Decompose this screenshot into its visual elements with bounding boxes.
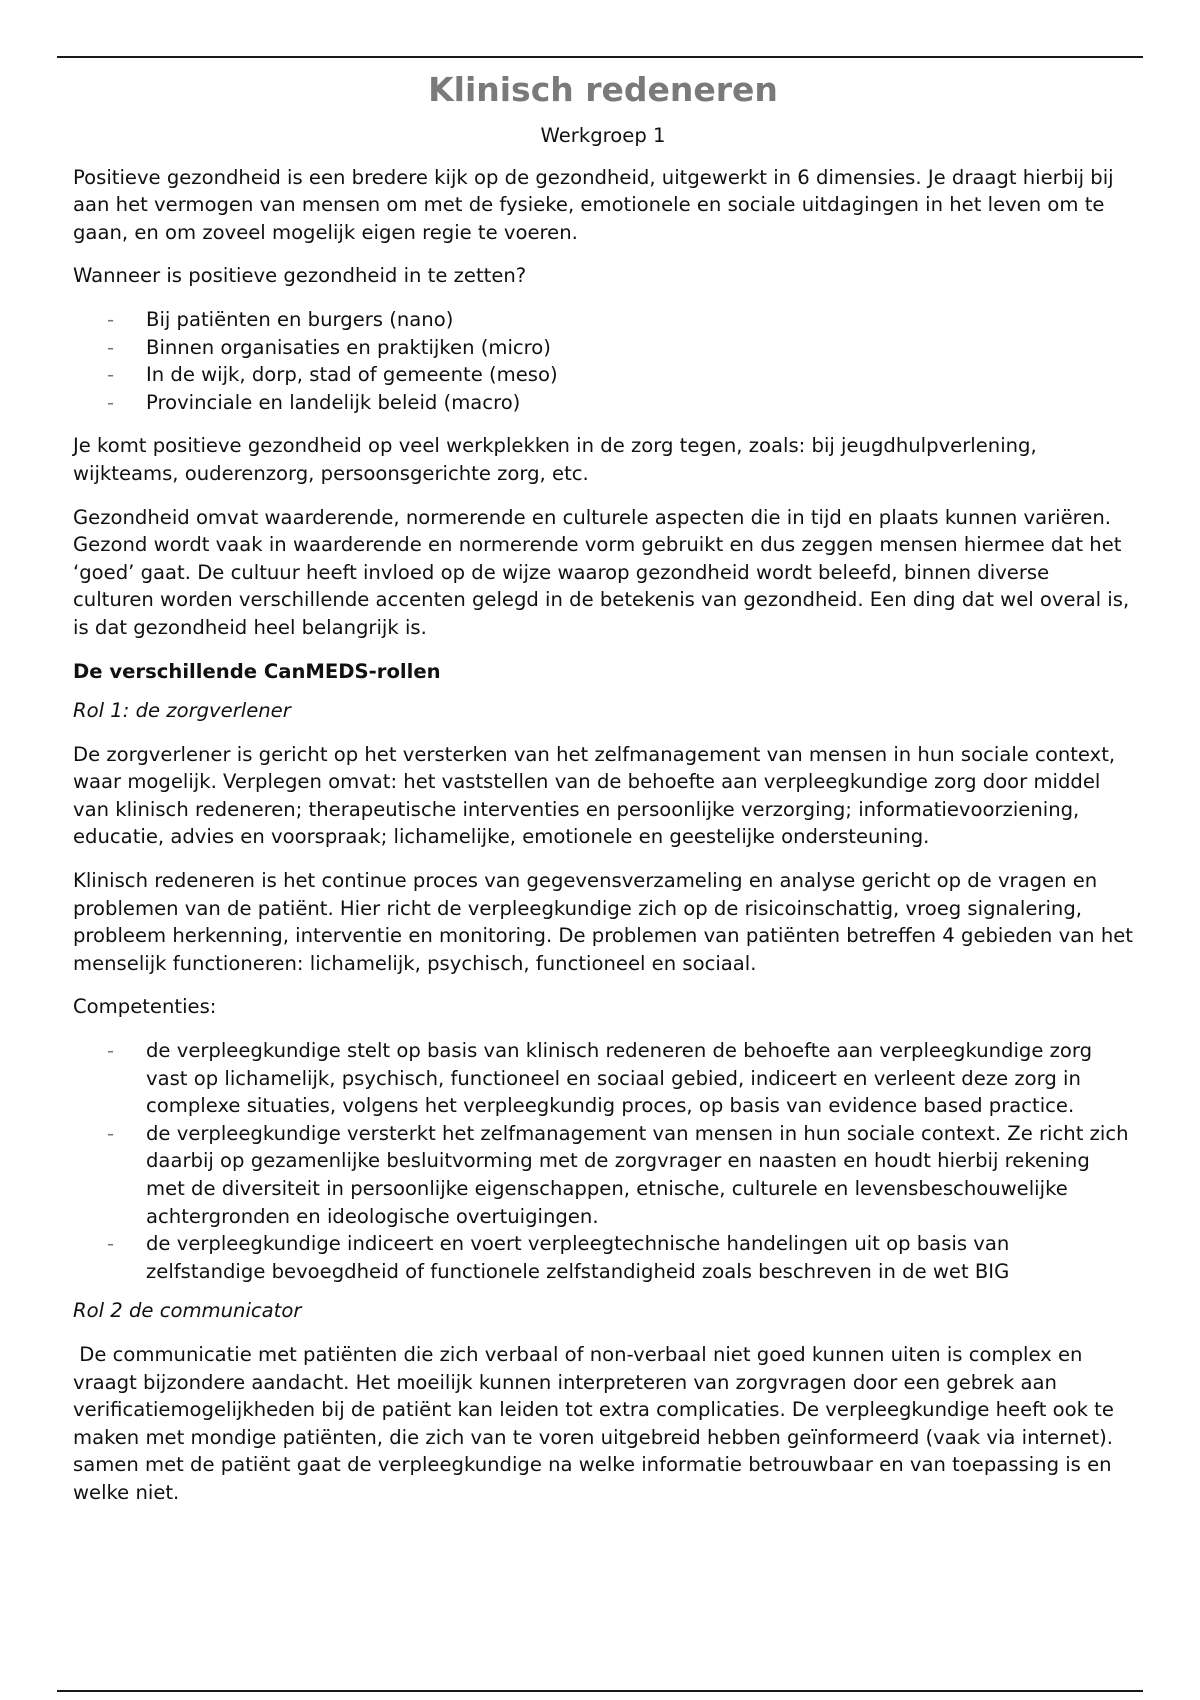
list-item-text: In de wijk, dorp, stad of gemeente (meso) <box>146 363 558 387</box>
role-2-title: Rol 2 de communicator <box>73 1299 302 1323</box>
competencies-label: Competenties: <box>73 995 217 1019</box>
list-item <box>73 1230 1133 1285</box>
document-title: Klinisch redeneren <box>428 70 778 109</box>
document-body <box>73 68 1133 1523</box>
list-bullet: - <box>107 1232 115 1256</box>
role-1-title: Rol 1: de zorgverlener <box>73 699 291 723</box>
levels-list <box>73 306 1133 416</box>
list-item <box>73 334 1133 362</box>
list-item <box>73 389 1133 417</box>
list-bullet: - <box>107 335 115 359</box>
intro-question: Wanneer is positieve gezondheid in te zetten? <box>73 264 527 288</box>
document-subtitle: Werkgroep 1 <box>540 124 666 147</box>
list-bullet: - <box>107 363 115 387</box>
list-item-text: Provinciale en landelijk beleid (macro) <box>146 390 521 414</box>
list-item-text: de verpleegkundige indiceert en voert verpleegtechnische handelingen uit op basis van zelfstandige bevoegdheid of functionele zelfstandigheid zoals beschreven in de wet BIG <box>146 1232 1010 1283</box>
list-item <box>73 1120 1133 1230</box>
list-item-text: de verpleegkundige versterkt het zelfmanagement van mensen in hun sociale context. Ze richt zich daarbij op gezamenlijke besluitvorming met de zorgvrager en naasten en houdt hierbij rekening met de diversiteit in persoonlijke eigenschappen, etnische, culturele en levensbeschouwelijke achtergronden en ideologische overtuigingen. <box>146 1121 1129 1228</box>
role-1-paragraph-1: De zorgverlener is gericht op het versterken van het zelfmanagement van mensen in hun sociale context, waar mogelijk. Verplegen omvat: het vaststellen van de behoefte aan verpleegkundige zorg door middel van klinisch redeneren; therapeutische interventies en persoonlijke verzorging; informatievoorziening, educatie, advies en voorspraak; lichamelijke, emotionele en geestelijke ondersteuning. <box>73 742 1116 849</box>
header-rule <box>57 56 1143 58</box>
intro-paragraph-1: Positieve gezondheid is een bredere kijk op de gezondheid, uitgewerkt in 6 dimensies. Je draagt hierbij bij aan het vermogen van mensen om met de fysieke, emotionele en sociale uitdagingen in het leven om te gaan, en om zoveel mogelijk eigen regie te voeren. <box>73 165 1114 244</box>
list-item <box>73 306 1133 334</box>
intro-paragraph-2: Je komt positieve gezondheid op veel werkplekken in de zorg tegen, zoals: bij jeugdhulpverlening, wijkteams, ouderenzorg, persoonsgerichte zorg, etc. <box>73 434 1037 485</box>
intro-paragraph-3: Gezondheid omvat waarderende, normerende en culturele aspecten die in tijd en plaats kunnen variëren. Gezond wordt vaak in waarderende en normerende vorm gebruikt en dus zeggen mensen hiermee dat het ‘goed’ gaat. De cultuur heeft invloed op de wijze waarop gezondheid wordt beleefd, binnen diverse culturen worden verschillende accenten gelegd in de betekenis van gezondheid. Een ding dat wel overal is, is dat gezondheid heel belangrijk is. <box>73 505 1130 639</box>
role-1-paragraph-2: Klinisch redeneren is het continue proces van gegevensverzameling en analyse gericht op de vragen en problemen van de patiënt. Hier richt de verpleegkundige zich op de risicoinschattig, vroeg signalering, probleem herkenning, interventie en monitoring. De problemen van patiënten betreffen 4 gebieden van het menselijk functioneren: lichamelijk, psychisch, functioneel en sociaal. <box>73 869 1133 975</box>
list-bullet: - <box>107 1121 115 1145</box>
list-bullet: - <box>107 1039 115 1063</box>
competencies-list <box>73 1037 1133 1285</box>
canmeds-heading: De verschillende CanMEDS-rollen <box>73 659 441 683</box>
role-2-paragraph-1: De communicatie met patiënten die zich verbaal of non-verbaal niet goed kunnen uiten is complex en vraagt bijzondere aandacht. Het moeilijk kunnen interpreteren van zorgvragen door een gebrek aan verificatiemogelijkheden bij de patiënt kan leiden tot extra complicaties. De verpleegkundige heeft ook te maken met mondige patiënten, die zich van te voren uitgebreid hebben geïnformeerd (vaak via internet). samen met de patiënt gaat de verpleegkundige na welke informatie betrouwbaar en van toepassing is en welke niet. <box>73 1342 1121 1504</box>
list-item <box>73 1037 1133 1120</box>
list-item <box>73 361 1133 389</box>
list-item-text: de verpleegkundige stelt op basis van klinisch redeneren de behoefte aan verpleegkundige zorg vast op lichamelijk, psychisch, functioneel en sociaal gebied, indiceert en verleent deze zorg in complexe situaties, volgens het verpleegkundig proces, op basis van evidence based practice. <box>146 1039 1093 1118</box>
list-item-text: Bij patiënten en burgers (nano) <box>146 307 454 331</box>
list-bullet: - <box>107 307 115 331</box>
footer-rule <box>57 1690 1143 1692</box>
list-bullet: - <box>107 390 115 414</box>
list-item-text: Binnen organisaties en praktijken (micro) <box>146 335 551 359</box>
